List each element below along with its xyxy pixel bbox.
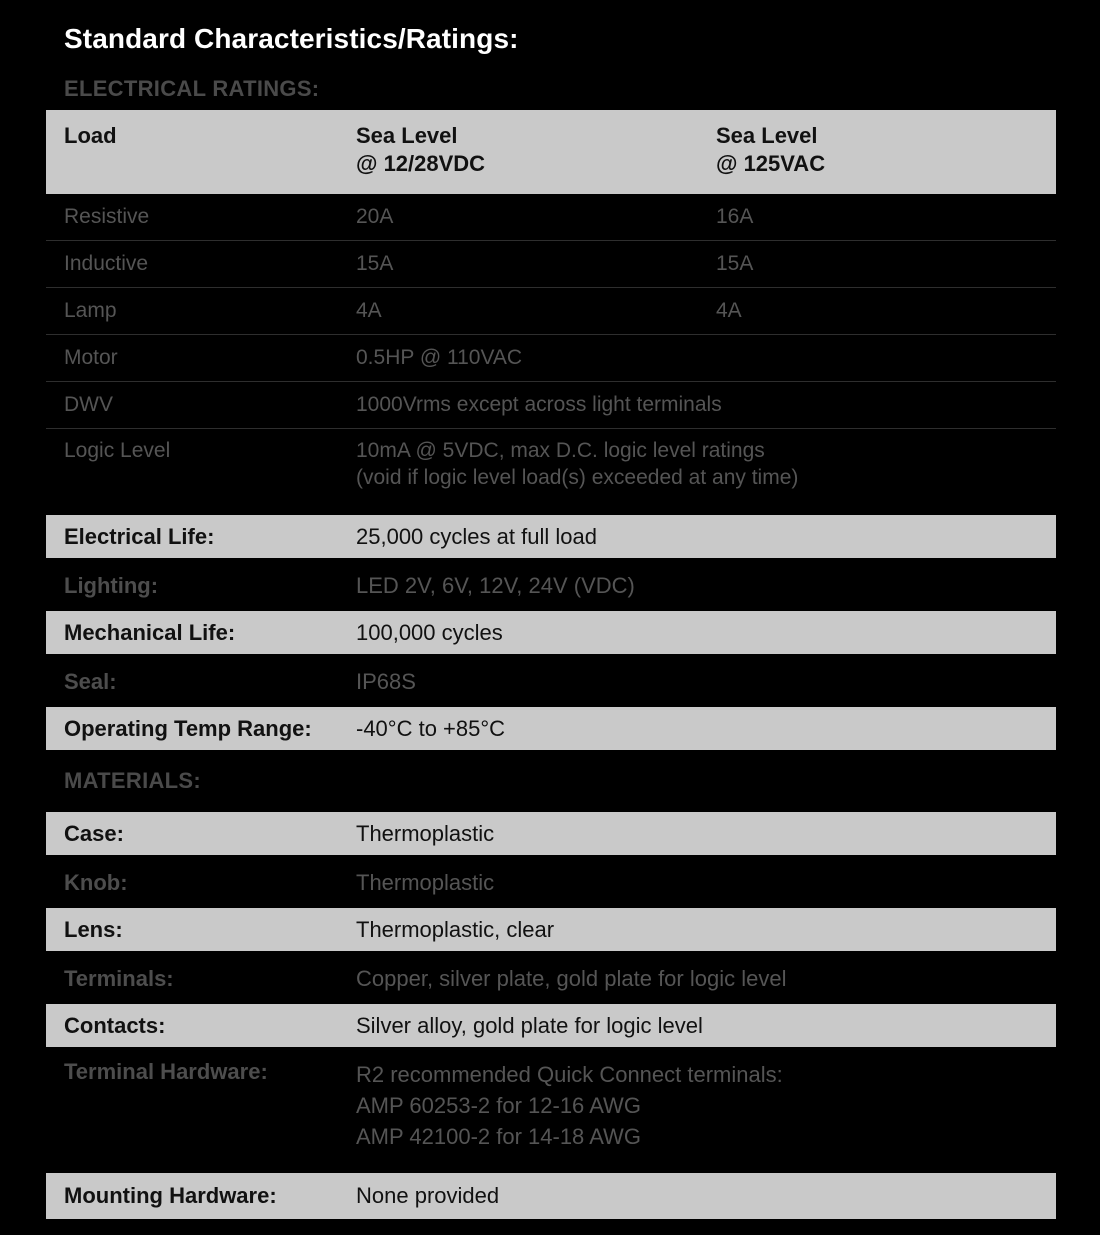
cell-logic-line1: 10mA @ 5VDC, max D.C. logic level ratings xyxy=(356,439,765,462)
spec-row-operating-temp-range: Operating Temp Range: -40°C to +85°C xyxy=(46,707,1056,750)
cell-ac: 15A xyxy=(716,252,754,276)
cell-logic-line2: (void if logic level load(s) exceeded at any time) xyxy=(356,466,799,490)
cell-load: Resistive xyxy=(64,205,150,229)
cell-dc: 1000Vrms except across light terminals xyxy=(356,393,722,417)
spec-row-mounting-hardware: Mounting Hardware: None provided xyxy=(46,1173,1056,1219)
cell-load: Inductive xyxy=(64,252,149,276)
column-header-sea-level-dc: Sea Level @ 12/28VDC xyxy=(356,123,486,177)
spec-row-terminals: Terminals: Copper, silver plate, gold plate for logic level xyxy=(46,957,1056,1000)
spec-row-case: Case: Thermoplastic xyxy=(46,812,1056,855)
table-row xyxy=(46,382,1056,429)
spec-row-knob: Knob: Thermoplastic xyxy=(46,861,1056,904)
table-header-row xyxy=(46,110,1056,194)
column-header-sea-level-ac: Sea Level @ 125VAC xyxy=(716,123,826,177)
spec-row-electrical-life: Electrical Life: 25,000 cycles at full load xyxy=(46,515,1056,558)
cell-dc: 0.5HP @ 110VAC xyxy=(356,346,523,370)
section-heading-electrical xyxy=(46,68,1056,110)
table-row xyxy=(46,288,1056,335)
section-heading-electrical-text: ELECTRICAL RATINGS: xyxy=(64,76,320,101)
terminal-hardware-line2: AMP 60253-2 for 12-16 AWG xyxy=(356,1093,641,1119)
cell-load: Lamp xyxy=(64,299,117,323)
column-header-load: Load xyxy=(64,123,117,148)
table-row-logic-level xyxy=(46,429,1056,515)
spec-row-lens: Lens: Thermoplastic, clear xyxy=(46,908,1056,951)
cell-dc: 15A xyxy=(356,252,394,276)
spec-row-seal: Seal: IP68S xyxy=(46,660,1056,703)
spec-row-contacts: Contacts: Silver alloy, gold plate for logic level xyxy=(46,1004,1056,1047)
cell-load: DWV xyxy=(64,393,113,417)
table-row xyxy=(46,335,1056,382)
cell-load: Logic Level xyxy=(64,439,171,462)
table-row xyxy=(46,241,1056,288)
section-heading-materials xyxy=(46,750,1056,812)
cell-dc: 4A xyxy=(356,299,382,323)
spec-row-mechanical-life: Mechanical Life: 100,000 cycles xyxy=(46,611,1056,654)
spec-row-terminal-hardware: Terminal Hardware: R2 recommended Quick Connect terminals: AMP 60253-2 for 12-16 AWG AMP 42100-2 for 14-18 AWG xyxy=(46,1053,1056,1165)
cell-ac: 16A xyxy=(716,205,754,229)
terminal-hardware-line3: AMP 42100-2 for 14-18 AWG xyxy=(356,1124,641,1150)
cell-dc: 20A xyxy=(356,205,394,229)
table-row xyxy=(46,194,1056,241)
cell-ac: 4A xyxy=(716,299,742,323)
page-title xyxy=(46,10,1056,68)
cell-load: Motor xyxy=(64,346,118,370)
spec-row-lighting: Lighting: LED 2V, 6V, 12V, 24V (VDC) xyxy=(46,564,1056,607)
section-heading-materials-text: MATERIALS: xyxy=(64,768,202,793)
page-title-text: Standard Characteristics/Ratings: xyxy=(64,23,519,54)
terminal-hardware-line1: R2 recommended Quick Connect terminals: xyxy=(356,1062,783,1087)
